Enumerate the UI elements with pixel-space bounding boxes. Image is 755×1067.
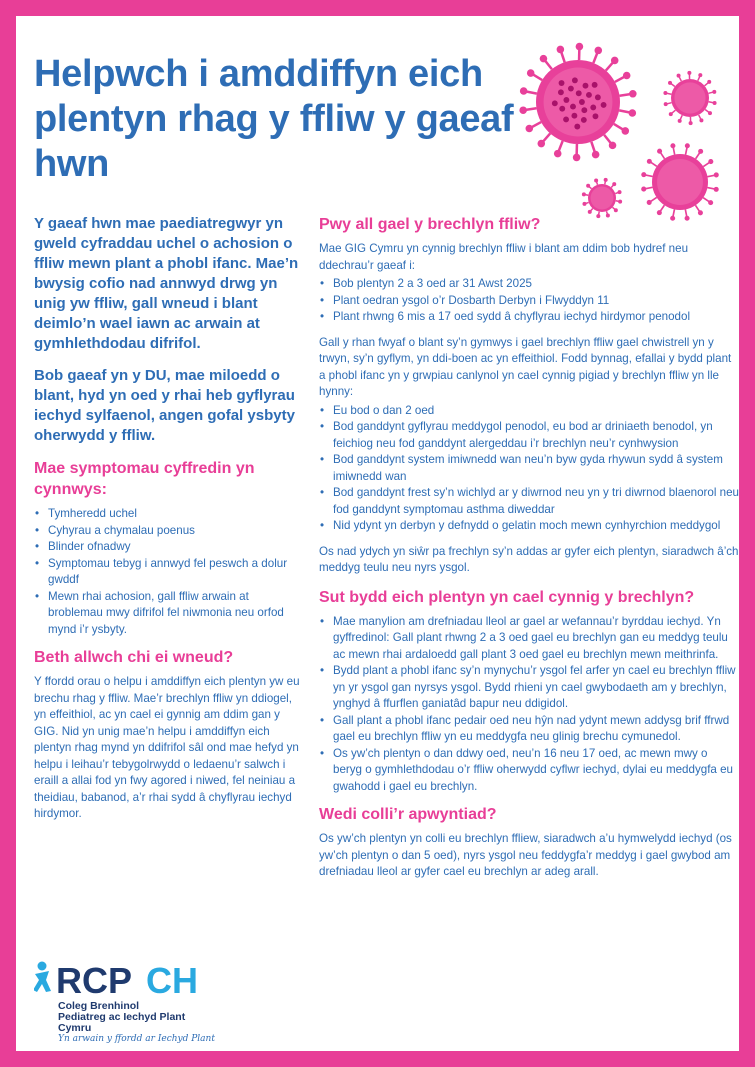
page-title: Helpwch i amddiffyn eich plentyn rhag y ffliw y gaeaf hwn [34,53,514,185]
right-column [319,214,739,889]
who-heading: Pwy all gael y brechlyn ffliw? [319,216,541,233]
list-item: • Cyhyrau a chymalau poenus [34,523,304,540]
virus-medium [641,143,719,221]
virus-small-right [663,71,716,125]
list-item: • Blinder ofnadwy [34,539,304,556]
wordmark-rcp: RCP [56,960,133,1001]
unsure-body: Os nad ydych yn siŵr pa frechlyn sy’n addas ar gyfer eich plentyn, siaradwch â’ch meddyg teulu neu nyrs ysgol. [319,544,739,574]
rcpch-wordmark [34,960,234,1002]
how-list [319,614,739,796]
list-item: • Tymheredd uchel [34,506,304,523]
logo-line-3: Cymru [58,1022,92,1034]
injection-list [319,403,739,535]
symptoms-heading: Mae symptomau cyffredin yn cynnwys: [34,460,255,498]
list-item: • Eu bod o dan 2 oed [319,403,739,420]
what-can-you-do-body: Y ffordd orau o helpu i amddiffyn eich plentyn yw eu brechu rhag y ffliw. Mae’r brechlyn ffliw yn ddiogel, yn effeithiol, ac yn cael ei gynnig am ddim gan y GIG. Nid yn unig mae’n helpu i amddiffyn eich plentyn rhag mynd yn ddifrifol sâl ond mae hefyd yn helpu i leihau’r tebygolrwydd o ledaenu’r salwch i eraill a allai fod yn fwy agored i niwed, fel neiniau a theidiau, babanod, a’r rhai sydd â chyflyrau iechyd hirdymor. [34,675,300,820]
list-item: • Os yw’ch plentyn o dan ddwy oed, neu’n 16 neu 17 oed, ac mewn mwy o beryg o gymhlethdodau o’r ffliw oherwydd cyflwr iechyd, dylai eu meddygfa eu gwahodd i gael eu brechlyn. [319,746,739,796]
flu-virus-illustration [500,32,740,232]
rcpch-person-icon [34,962,51,993]
virus-small-bottom [582,178,622,218]
list-item: • Plant oedran ysgol o’r Dosbarth Derbyn i Flwyddyn 11 [319,293,739,310]
list-item: • Bob plentyn 2 a 3 oed ar 31 Awst 2025 [319,276,739,293]
symptoms-list [34,506,304,638]
how-heading: Sut bydd eich plentyn yn cael cynnig y brechlyn? [319,588,695,606]
missed-heading: Wedi colli’r apwyntiad? [319,806,497,823]
intro-paragraph: Y gaeaf hwn mae paediatregwyr yn gweld cyfraddau uchel o achosion o ffliw mewn plant a phobl ifanc. Mae’n bwysig cofio nad annwyd drwg yn unig yw ffliw, gall wneud i blant deimlo’n wael iawn ac arwain at gymhlethdodau difrifol. [34,215,299,352]
list-item: • Plant rhwng 6 mis a 17 oed sydd â chyflyrau iechyd hirdymor penodol [319,309,739,326]
who-intro: Mae GIG Cymru yn cynnig brechlyn ffliw i blant am ddim bob hydref neu ddechrau’r gaeaf i: [319,242,689,272]
what-can-you-do-heading: Beth allwch chi ei wneud? [34,649,234,666]
virus-large [519,43,636,161]
list-item: • Nid ydynt yn derbyn y defnydd o gelatin moch mewn cynhyrchion meddygol [319,518,739,535]
rcpch-logo [34,960,284,1052]
list-item: • Bod ganddynt gyflyrau meddygol penodol, eu bod ar driniaeth benodol, yn feichiog neu fod ganddynt alergeddau i’r brechlyn neu’r cynhwysion [319,419,739,452]
nasal-spray-body: Gall y rhan fwyaf o blant sy’n gymwys i gael brechlyn ffliw gael chwistrell yn y trwyn, sy’n gyflym, yn ddi-boen ac yn effeithiol. Fodd bynnag, efallai y bydd plant a phobl ifanc yn y grwpiau canlynol yn cael cynnig pigiad y brechlyn ffliw yn lle hynny: [319,335,732,398]
missed-body: Os yw’ch plentyn yn colli eu brechlyn ffliew, siaradwch a’u hymwelydd iechyd (os yw’ch plentyn o dan 5 oed), nyrs ysgol neu feddygfa’r meddyg i gael gwybod am drefniadau lleol ar gyfer cael eu brechlyn ar adeg arall. [319,832,732,878]
logo-line-2: Pediatreg ac Iechyd Plant [58,1011,186,1023]
wordmark-ch: CH [146,960,198,1001]
list-item: • Bydd plant a phobl ifanc sy’n mynychu’r ysgol fel arfer yn cael eu brechlyn ffliw yn yr ysgol gan nyrsys ysgol. Bydd rhieni yn cael gwybodaeth am y brechlyn, ynghyd â ffurflen ganiatâd bapur neu ddigidol. [319,663,739,713]
list-item: • Bod ganddynt system imiwnedd wan neu’n byw gyda rhywun sydd â system imiwnedd wan [319,452,739,485]
hospital-paragraph: Bob gaeaf yn y DU, mae miloedd o blant, hyd yn oed y rhai heb gyflyrau iechyd sylfaenol, angen gofal ysbyty oherwydd y ffliw. [34,367,295,444]
list-item: • Mae manylion am drefniadau lleol ar gael ar wefannau’r byrddau iechyd. Yn gyffredinol: Gall plant rhwng 2 a 3 oed gael eu brechlyn gan eu meddyg teulu ac mewn rhai ardaloedd gall plant 3 oed gael eu brechlyn mewn meithrinfa. [319,614,739,664]
list-item: • Mewn rhai achosion, gall ffliw arwain at broblemau mwy difrifol fel niwmonia neu orfod mynd i’r ysbyty. [34,589,304,639]
logo-line-1: Coleg Brenhinol [58,1000,140,1012]
list-item: • Symptomau tebyg i annwyd fel peswch a dolur gwddf [34,556,304,589]
who-list [319,276,739,326]
list-item: • Bod ganddynt frest sy’n wichlyd ar y diwrnod neu yn y tri diwrnod blaenorol neu fod ganddynt symptomau asthma diweddar [319,485,739,518]
logo-tagline: Yn arwain y ffordd ar Iechyd Plant [58,1034,215,1044]
left-column [34,214,304,831]
list-item: • Gall plant a phobl ifanc pedair oed neu hŷn nad ydynt mewn addysg brif ffrwd gael eu brechlyn ffliw yn eu meddygfa neu glinig brechu cymunedol. [319,713,739,746]
